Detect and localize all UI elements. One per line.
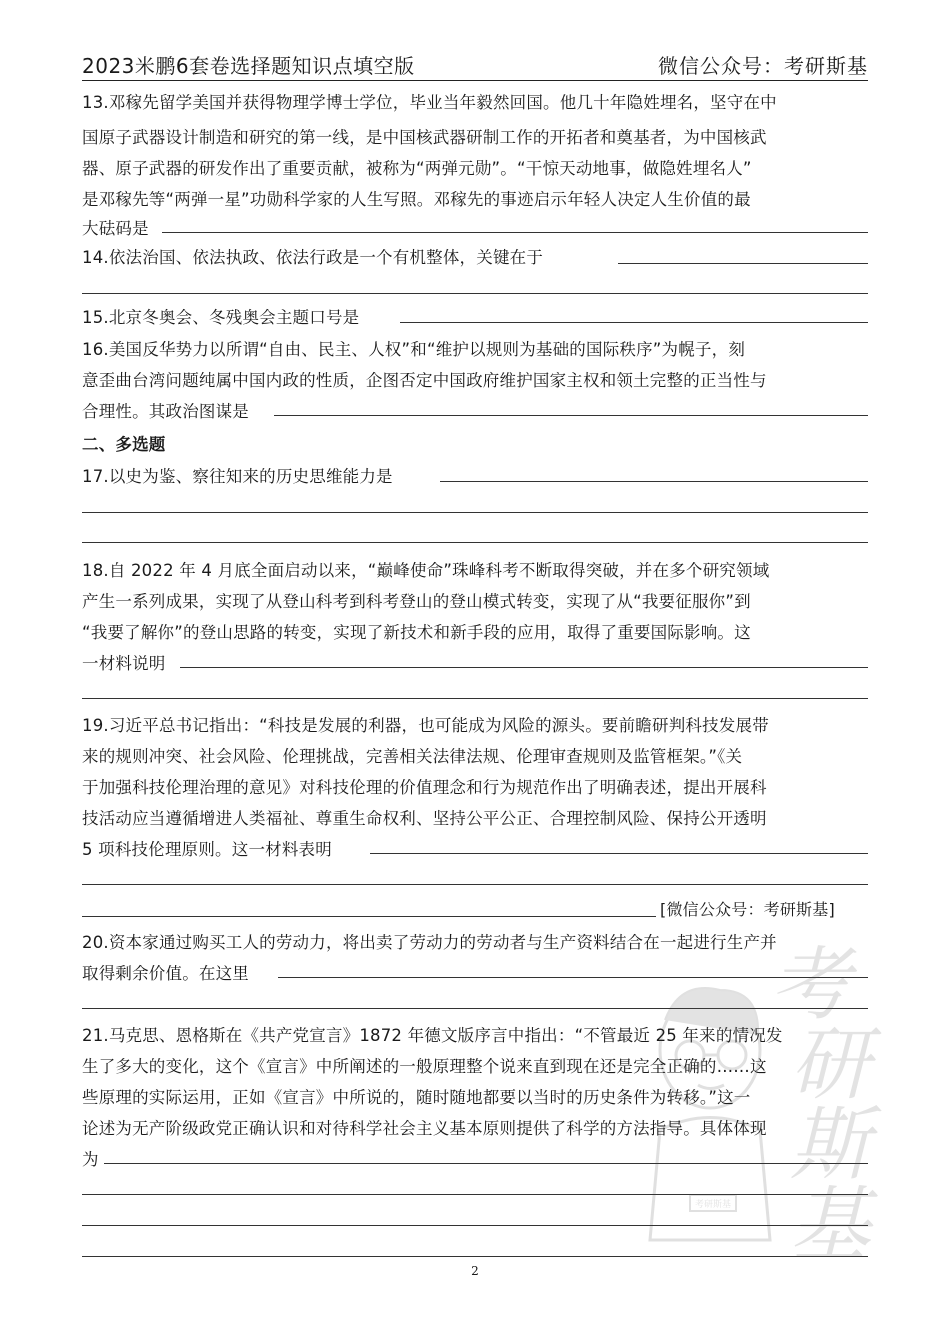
q19-answer-blank-2[interactable] (82, 884, 868, 885)
wechat-tag: [微信公众号：考研斯基] (660, 900, 835, 919)
q19-answer-blank-3[interactable] (82, 916, 656, 917)
q18-answer-blank-2[interactable] (82, 698, 868, 699)
q18-line-3: “我要了解你”的登山思路的转变，实现了新技术和新手段的应用，取得了重要国际影响。这 (82, 623, 751, 642)
q20-line-1: 20.资本家通过购买工人的劳动力，将出卖了劳动力的劳动者与生产资料结合在一起进行生产并 (82, 933, 777, 952)
q21-line-4: 论述为无产阶级政党正确认识和对待科学社会主义基本原则提供了科学的方法指导。具体体现 (82, 1119, 767, 1138)
doc-title: 2023米鹏6套卷选择题知识点填空版 (82, 54, 415, 78)
q17-line: 17.以史为鉴、察往知来的历史思维能力是 (82, 467, 393, 486)
watermark (640, 920, 880, 1271)
q19-line-4: 技活动应当遵循增进人类福祉、尊重生命权利、坚持公平公正、合理控制风险、保持公开透明 (82, 809, 767, 828)
header-divider (82, 80, 868, 81)
q13-line-1: 13.邓稼先留学美国并获得物理学博士学位，毕业当年毅然回国。他几十年隐姓埋名，坚守在中 (82, 93, 777, 112)
q13-answer-blank[interactable] (162, 232, 868, 233)
q16-line-2: 意歪曲台湾问题纯属中国内政的性质，企图否定中国政府维护国家主权和领土完整的正当性与 (82, 371, 767, 390)
q16-line-1: 16.美国反华势力以所谓“自由、民主、人权”和“维护以规则为基础的国际秩序”为幌子，刻 (82, 340, 746, 359)
wechat-account: 微信公众号：考研斯基 (658, 54, 868, 78)
watermark-char-4: 基 (790, 1178, 870, 1271)
q13-line-5: 大砝码是 (82, 219, 149, 238)
q14-answer-blank-2[interactable] (82, 293, 868, 294)
watermark-char-3: 斯 (790, 1098, 870, 1191)
q20-line-2: 取得剩余价值。在这里 (82, 964, 249, 983)
q18-line-1: 18.自 2022 年 4 月底全面启动以来，“巅峰使命”珠峰科考不断取得突破，并在多个研究领域 (82, 561, 770, 580)
q21-line-5: 为 (82, 1150, 99, 1169)
q17-answer-blank-2[interactable] (82, 512, 868, 513)
mascot-icon (640, 980, 790, 1250)
q16-line-3: 合理性。其政治图谋是 (82, 402, 249, 421)
q21-line-3: 些原理的实际运用，正如《宣言》中所说的，随时随地都要以当时的历史条件为转移。”这一 (82, 1088, 751, 1107)
q19-line-2: 来的规则冲突、社会风险、伦理挑战，完善相关法律法规、伦理审查规则及监管框架。”《关 (82, 747, 743, 766)
q19-line-5: 5 项科技伦理原则。这一材料表明 (82, 840, 332, 859)
q17-answer-blank-1[interactable] (440, 481, 868, 482)
q17-answer-blank-3[interactable] (82, 542, 868, 543)
q16-answer-blank[interactable] (274, 415, 868, 416)
q21-line-1: 21.马克思、恩格斯在《共产党宣言》1872 年德文版序言中指出：“不管最近 25 年来的情况发 (82, 1026, 783, 1045)
q13-line-3: 器、原子武器的研发作出了重要贡献，被称为“两弹元勋”。“干惊天动地事，做隐姓埋名人” (82, 159, 752, 178)
q13-line-4: 是邓稼先等“两弹一星”功勋科学家的人生写照。邓稼先的事迹启示年轻人决定人生价值的最 (82, 190, 751, 209)
q14-answer-blank-1[interactable] (618, 263, 868, 264)
watermark-char-2: 研 (790, 1018, 870, 1111)
page-number: 2 (471, 1264, 479, 1278)
q13-number: 13. (82, 93, 109, 112)
section-multiple-choice: 二、多选题 (82, 435, 166, 454)
q19-answer-blank-1[interactable] (370, 853, 868, 854)
q18-line-4: 一材料说明 (82, 654, 166, 673)
q19-line-3: 于加强科技伦理治理的意见》对科技伦理的价值理念和行为规范作出了明确表述，提出开展科 (82, 778, 767, 797)
watermark-char-1: 考 (770, 938, 850, 1031)
q21-line-2: 生了多大的变化，这个《宣言》中所阐述的一般原理整个说来直到现在还是完全正确的……这 (82, 1057, 767, 1076)
q18-line-2: 产生一系列成果，实现了从登山科考到科考登山的登山模式转变，实现了从“我要征服你”到 (82, 592, 751, 611)
q19-line-1: 19.习近平总书记指出：“科技是发展的利器，也可能成为风险的源头。要前瞻研判科技发展带 (82, 716, 769, 735)
q15-line: 15.北京冬奥会、冬残奥会主题口号是 (82, 308, 360, 327)
page-header (82, 48, 868, 78)
q14-line: 14.依法治国、依法执政、依法行政是一个有机整体，关键在于 (82, 248, 544, 267)
q13-line-2: 国原子武器设计制造和研究的第一线，是中国核武器研制工作的开拓者和奠基者，为中国核武 (82, 128, 767, 147)
mascot-badge-text: 考研斯基 (694, 1200, 732, 1210)
q18-answer-blank-1[interactable] (180, 667, 868, 668)
q15-answer-blank[interactable] (400, 322, 868, 323)
q21-answer-blank-4[interactable] (82, 1256, 868, 1257)
